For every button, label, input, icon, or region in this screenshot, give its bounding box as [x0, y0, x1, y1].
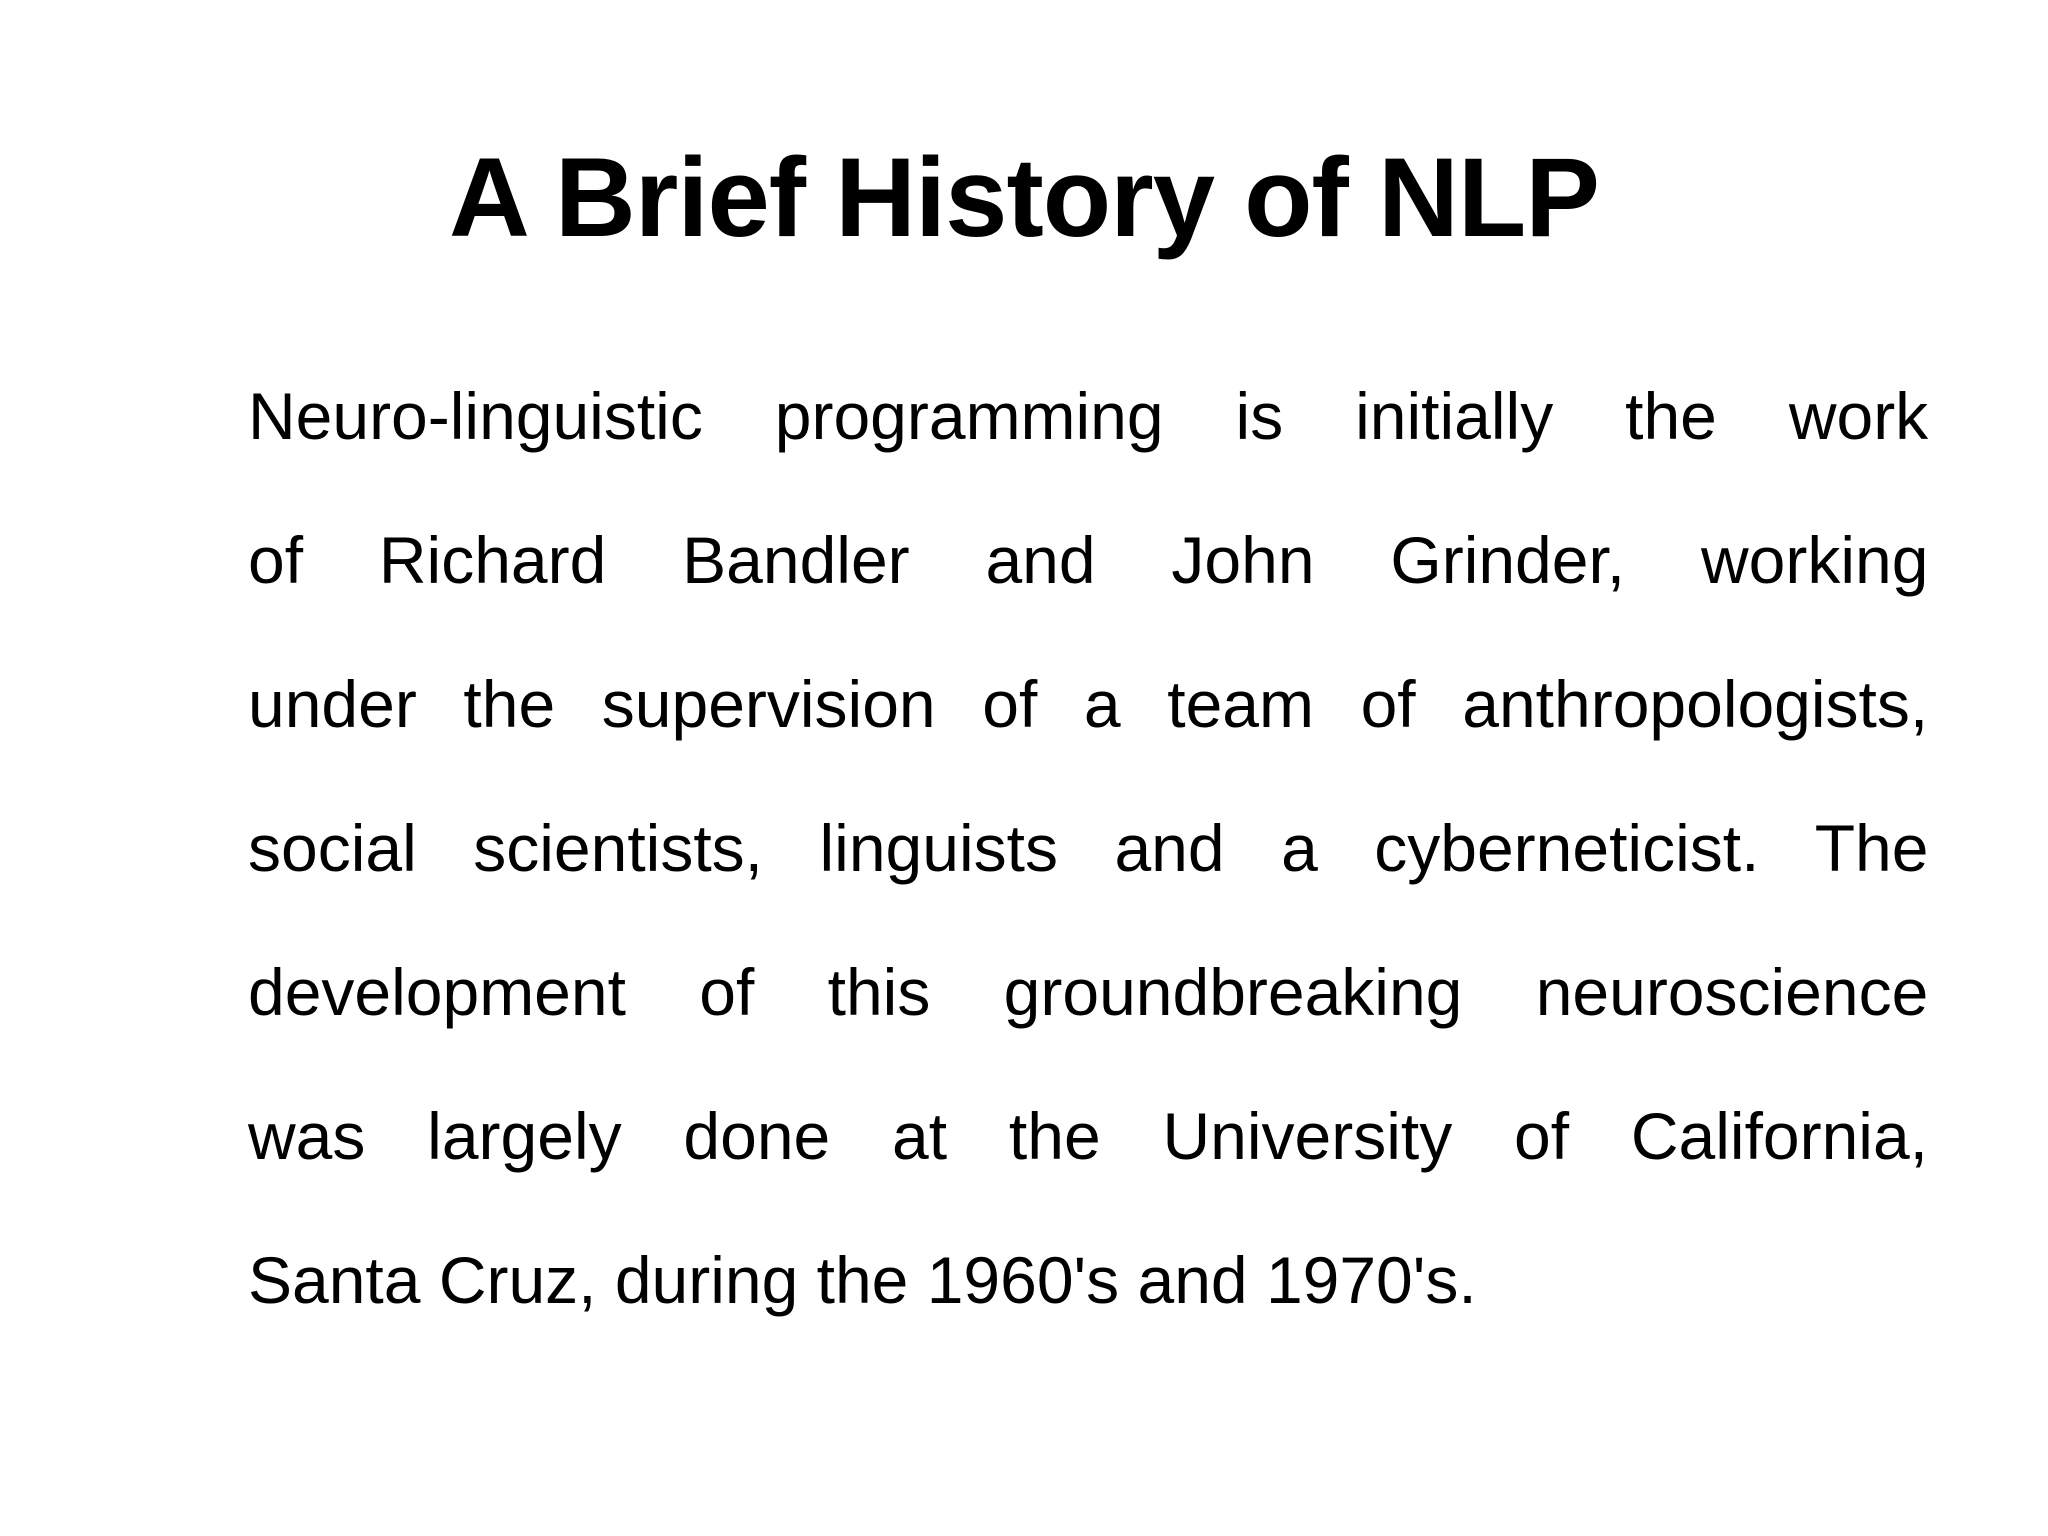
body-line-7: Santa Cruz, during the 1960's and 1970's.	[248, 1243, 1477, 1317]
body-line-4: social scientists, linguists and a cyberneticist. The	[248, 811, 1929, 885]
body-line-3: under the supervision of a team of anthropologists,	[248, 667, 1929, 741]
body-line-5: development of this groundbreaking neuroscience	[248, 955, 1929, 1029]
body-line-6: was largely done at the University of California,	[248, 1099, 1928, 1173]
body-line-2: of Richard Bandler and John Grinder, working	[248, 523, 1929, 597]
slide-body-text	[248, 368, 1928, 1376]
body-line-1: Neuro-linguistic programming is initially the work	[248, 379, 1929, 453]
slide-title: A Brief History of NLP	[449, 135, 1599, 260]
